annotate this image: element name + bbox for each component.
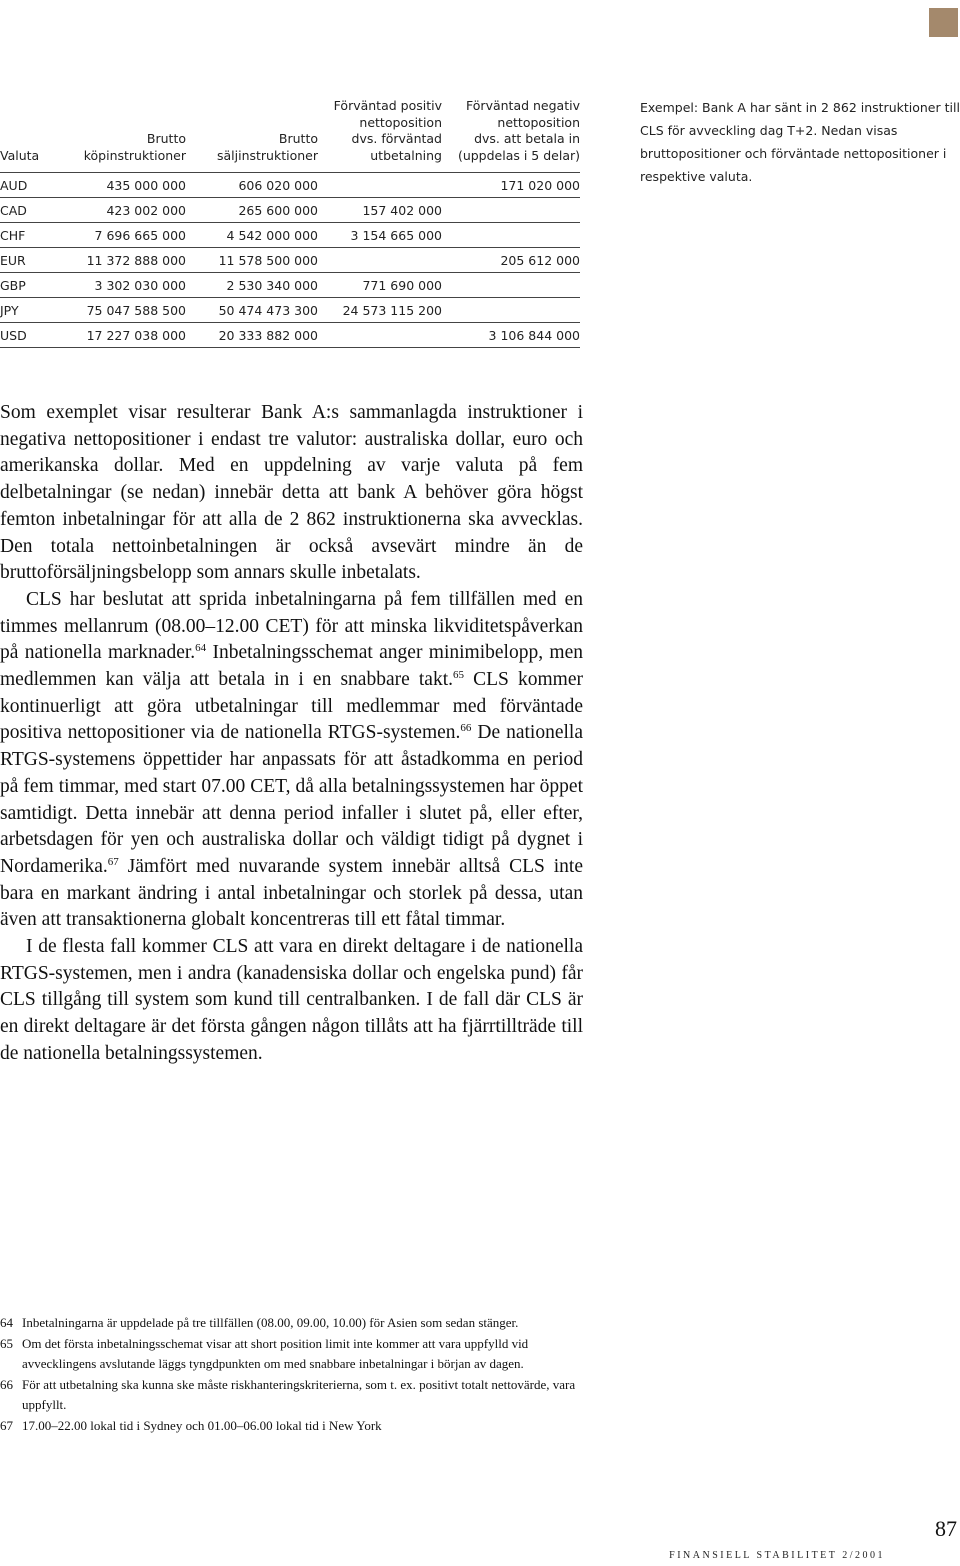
table-row (0, 298, 580, 323)
negativ-netto-cell: 171 020 000 (500, 178, 580, 193)
page-number: 87 (935, 1516, 957, 1541)
currency-cell: AUD (0, 178, 28, 193)
table-row (0, 223, 580, 248)
brutto-kop-cell: 435 000 000 (106, 178, 186, 193)
brutto-salj-cell: 606 020 000 (238, 178, 318, 193)
currency-cell: EUR (0, 253, 26, 268)
brutto-salj-cell: 20 333 882 000 (218, 328, 318, 343)
brutto-kop-cell: 75 047 588 500 (86, 303, 186, 318)
table-row (0, 173, 580, 198)
paragraph-1: Som exemplet visar resulterar Bank A:s sammanlagda instruktioner i negativa nettopositioner i endast tre valutor: australiska dollar, euro och amerikanska dollar. Med en uppdelning av varje valuta på fem delbetalningar (se nedan) innebär detta att bank A behöver göra högst femton inbetalningar för att alla de 2 862 instruktionerna ska avvecklas. Den totala nettoinbetalningen är också avsevärt mindre än de bruttoförsäljningsbelopp som annars skulle inbetalats. (0, 402, 583, 584)
brutto-salj-cell: 2 530 340 000 (226, 278, 318, 293)
paragraph-2: CLS har beslutat att sprida inbetalningarna på fem tillfällen med en timmes mellanrum (08.00–12.00 CET) för att minska likviditetspåverkan på nationella marknader.$^{64}$ Inbetalningsschemat anger minimibelopp, men medlemmen kan välja att betala in i en snabbare takt.$^{65}$ CLS kommer kontinuerligt att göra utbetalningar till medlemmar med förväntade positiva nettopositioner via de nationella RTGS-systemen.$^{66}$ De nationella RTGS-systemens öppettider har anpassats för att åstadkomma en period på fem timmar, med start 07.00 CET, då alla betalningssystemen har öppet samtidigt. Detta innebär att denna period infaller i slutet på, eller efter, arbetsdagen för yen och australiska dollar och väldigt tidigt på dygnet i Nordamerika.$^{67}$ Jämfört med nuvarande system innebär alltså CLS inte bara en markant ändring i antal inbetalningar och storlek på dessa, utan även att transaktionerna globalt koncentreras till ett fåtal timmar. (0, 588, 583, 931)
footnote-ref-67[interactable]: 67 (107, 855, 119, 868)
footnote-67: 67 17.00–22.00 lokal tid i Sydney och 01.00–06.00 lokal tid i New York (0, 1417, 382, 1433)
table-row (0, 248, 580, 273)
header-brutto-salj: Brutto säljinstruktioner (216, 131, 318, 163)
header-brutto-kop: Brutto köpinstruktioner (83, 131, 186, 163)
brutto-kop-cell: 11 372 888 000 (86, 253, 186, 268)
negativ-netto-cell: 205 612 000 (500, 253, 580, 268)
negativ-netto-cell: 3 106 844 000 (488, 328, 580, 343)
body-text (0, 400, 583, 1068)
example-side-note: Exempel: Bank A har sänt in 2 862 instruktioner till CLS för avveckling dag T+2. Nedan visas bruttopositioner och förväntade nettopositioner i respektive valuta. (640, 100, 960, 184)
footnote-ref-66[interactable]: 66 (460, 722, 472, 735)
footnote-65: 65 Om det första inbetalningsschemat visar att short position limit inte kommer att vara uppfylld vid avvecklingens avslutande läggs tyngdpunkten om med snabbare inbetalningar i början av dagen. (0, 1335, 529, 1372)
table-row (0, 273, 580, 298)
table-row (0, 323, 580, 348)
brutto-kop-cell: 7 696 665 000 (94, 228, 186, 243)
positiv-netto-cell: 24 573 115 200 (342, 303, 442, 318)
header-valuta: Valuta (0, 147, 40, 163)
brutto-salj-cell: 265 600 000 (238, 203, 318, 218)
positiv-netto-cell: 157 402 000 (362, 203, 442, 218)
brutto-salj-cell: 50 474 473 300 (218, 303, 318, 318)
currency-cell: GBP (0, 278, 26, 293)
table-row (0, 198, 580, 223)
paragraph-3: I de flesta fall kommer CLS att vara en direkt deltagare i de nationella RTGS-systemen, men i andra (kanadensiska dollar och engelska pund) får CLS tillgång till system som kund till centralbanken. I de fall där CLS är en direkt deltagare är det första gången någon tillåts att ha fjärrtillträde till de nationella betalningssystemen. (0, 936, 583, 1064)
footnote-ref-64[interactable]: 64 (195, 642, 207, 655)
currency-cell: JPY (0, 303, 19, 318)
currency-cell: CAD (0, 203, 27, 218)
brutto-kop-cell: 3 302 030 000 (94, 278, 186, 293)
footnote-64: 64 Inbetalningarna är uppdelade på tre tillfällen (08.00, 09.00, 10.00) för Asien som sedan stänger. (0, 1315, 519, 1330)
footnotes (0, 1313, 590, 1437)
footnote-ref-65[interactable]: 65 (453, 669, 464, 682)
brutto-salj-cell: 4 542 000 000 (226, 228, 318, 243)
corner-color-box (929, 8, 958, 37)
header-positiv-netto: Förväntad positiv nettoposition dvs. förväntad utbetalning (333, 98, 442, 163)
positiv-netto-cell: 3 154 665 000 (350, 228, 442, 243)
brutto-kop-cell: 17 227 038 000 (86, 328, 186, 343)
positiv-netto-cell: 771 690 000 (362, 278, 442, 293)
currency-cell: USD (0, 328, 27, 343)
table-header (0, 96, 580, 173)
footnote-66: 66 För att utbetalning ska kunna ske måste riskhanteringskriterierna, som t. ex. positivt totalt nettovärde, vara uppfyllt. (0, 1376, 576, 1413)
position-table (0, 96, 580, 348)
header-negativ-netto: Förväntad negativ nettoposition dvs. att betala in (uppdelas i 5 delar) (457, 98, 580, 163)
journal-title: FINANSIELL STABILITET 2/2001 (669, 1550, 885, 1561)
brutto-salj-cell: 11 578 500 000 (218, 253, 318, 268)
currency-cell: CHF (0, 228, 26, 243)
brutto-kop-cell: 423 002 000 (106, 203, 186, 218)
